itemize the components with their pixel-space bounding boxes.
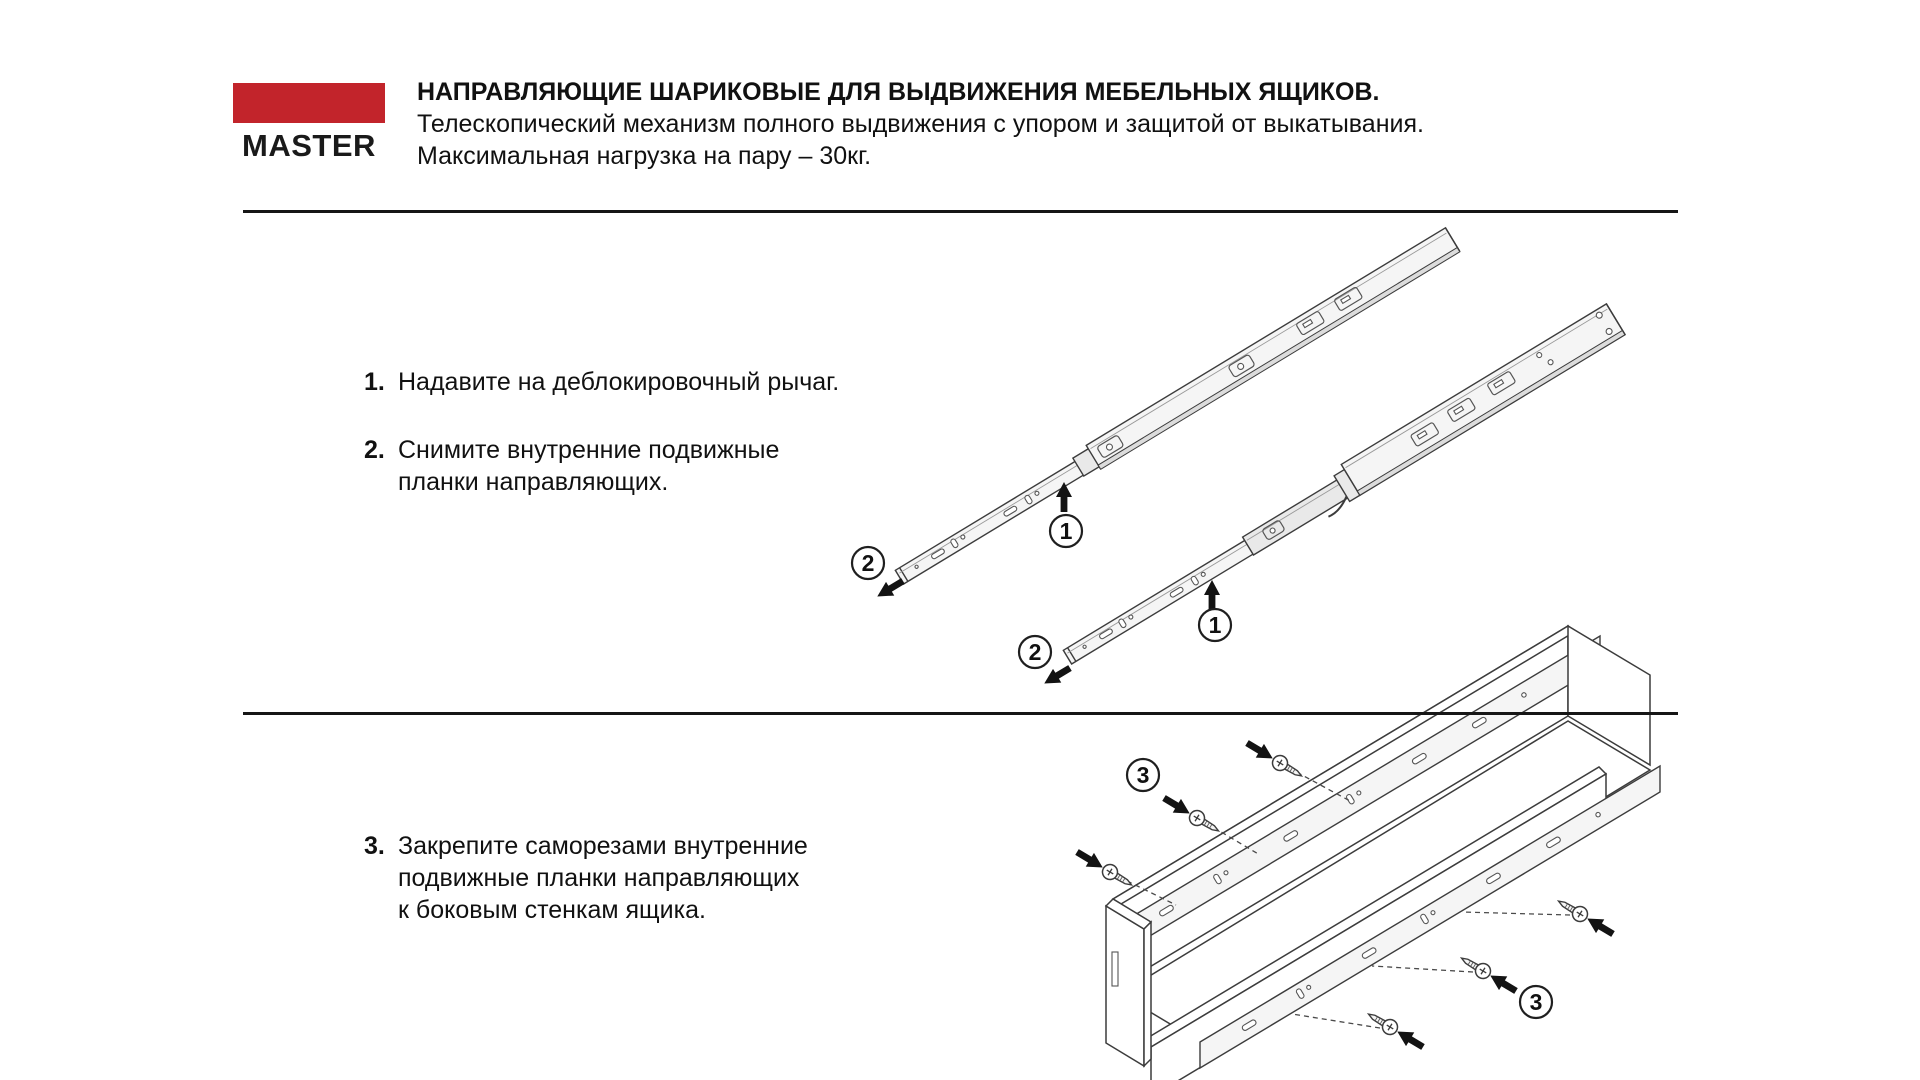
screw-direction-arrow — [1160, 791, 1194, 820]
drawer-illustration — [1073, 626, 1660, 1080]
step-text-line: планки направляющих. — [398, 468, 669, 496]
section-divider — [243, 210, 1678, 213]
screw-direction-arrow — [1583, 912, 1617, 941]
middle-rail — [1243, 476, 1355, 555]
screw-icon — [1458, 952, 1494, 982]
bearing-channel — [1357, 330, 1625, 495]
brand-logo-mark — [233, 83, 385, 123]
step-number: 1. — [364, 368, 385, 396]
screw-icon — [1187, 808, 1223, 838]
screw-direction-arrow — [1073, 845, 1107, 874]
step-text — [398, 366, 839, 398]
slide-rail-top — [891, 228, 1460, 588]
callout-3-label: 3 — [1136, 762, 1150, 788]
callout-3-label: 3 — [1529, 989, 1543, 1015]
screw-direction-arrow — [1486, 969, 1520, 998]
step-2 — [364, 434, 779, 498]
page-subtitle: Телескопический механизм полного выдвижения с упором и защитой от выкатывания. — [417, 110, 1424, 138]
step-text-line: подвижные планки направляющих — [398, 864, 800, 892]
step-1 — [364, 366, 839, 398]
slide-rail-bottom — [1056, 304, 1627, 670]
callout-1-label: 1 — [1208, 612, 1222, 638]
step-number: 3. — [364, 832, 385, 860]
slides-illustration — [852, 228, 1626, 691]
callout-2-label: 2 — [1028, 639, 1042, 665]
outer-rail — [1341, 304, 1625, 495]
page-title: НАПРАВЛЯЮЩИЕ ШАРИКОВЫЕ ДЛЯ ВЫДВИЖЕНИЯ МЕБЕЛЬНЫХ ЯЩИКОВ. — [417, 78, 1380, 106]
load-note: Максимальная нагрузка на пару – 30кг. — [417, 142, 872, 170]
callout-2-label: 2 — [861, 550, 875, 576]
step-text-line: к боковым стенкам ящика. — [398, 896, 706, 924]
section-divider — [243, 712, 1678, 715]
step-text-line: Снимите внутренние подвижные — [398, 436, 780, 464]
step-text — [398, 830, 808, 926]
brand-name: MASTER — [242, 128, 376, 163]
inner-plank — [1063, 534, 1264, 664]
step-text-line: Надавите на деблокировочный рычаг. — [398, 368, 840, 396]
front-panel-slot — [1112, 952, 1118, 986]
screw-icon — [1270, 753, 1306, 783]
step-3 — [364, 830, 808, 926]
step-text — [398, 434, 779, 498]
screw-icon — [1365, 1008, 1401, 1038]
step-text-line: Закрепите саморезами внутренние — [398, 832, 808, 860]
step-number: 2. — [364, 436, 385, 464]
screw-direction-arrow — [1393, 1025, 1427, 1054]
drawer-front-panel-side — [1144, 922, 1151, 1066]
screw-icon — [1555, 895, 1591, 925]
screw-icon — [1100, 862, 1136, 892]
page-header — [417, 76, 1424, 172]
press-direction-arrow — [1204, 580, 1220, 610]
screw-direction-arrow — [1243, 736, 1277, 765]
callout-1-label: 1 — [1059, 518, 1073, 544]
